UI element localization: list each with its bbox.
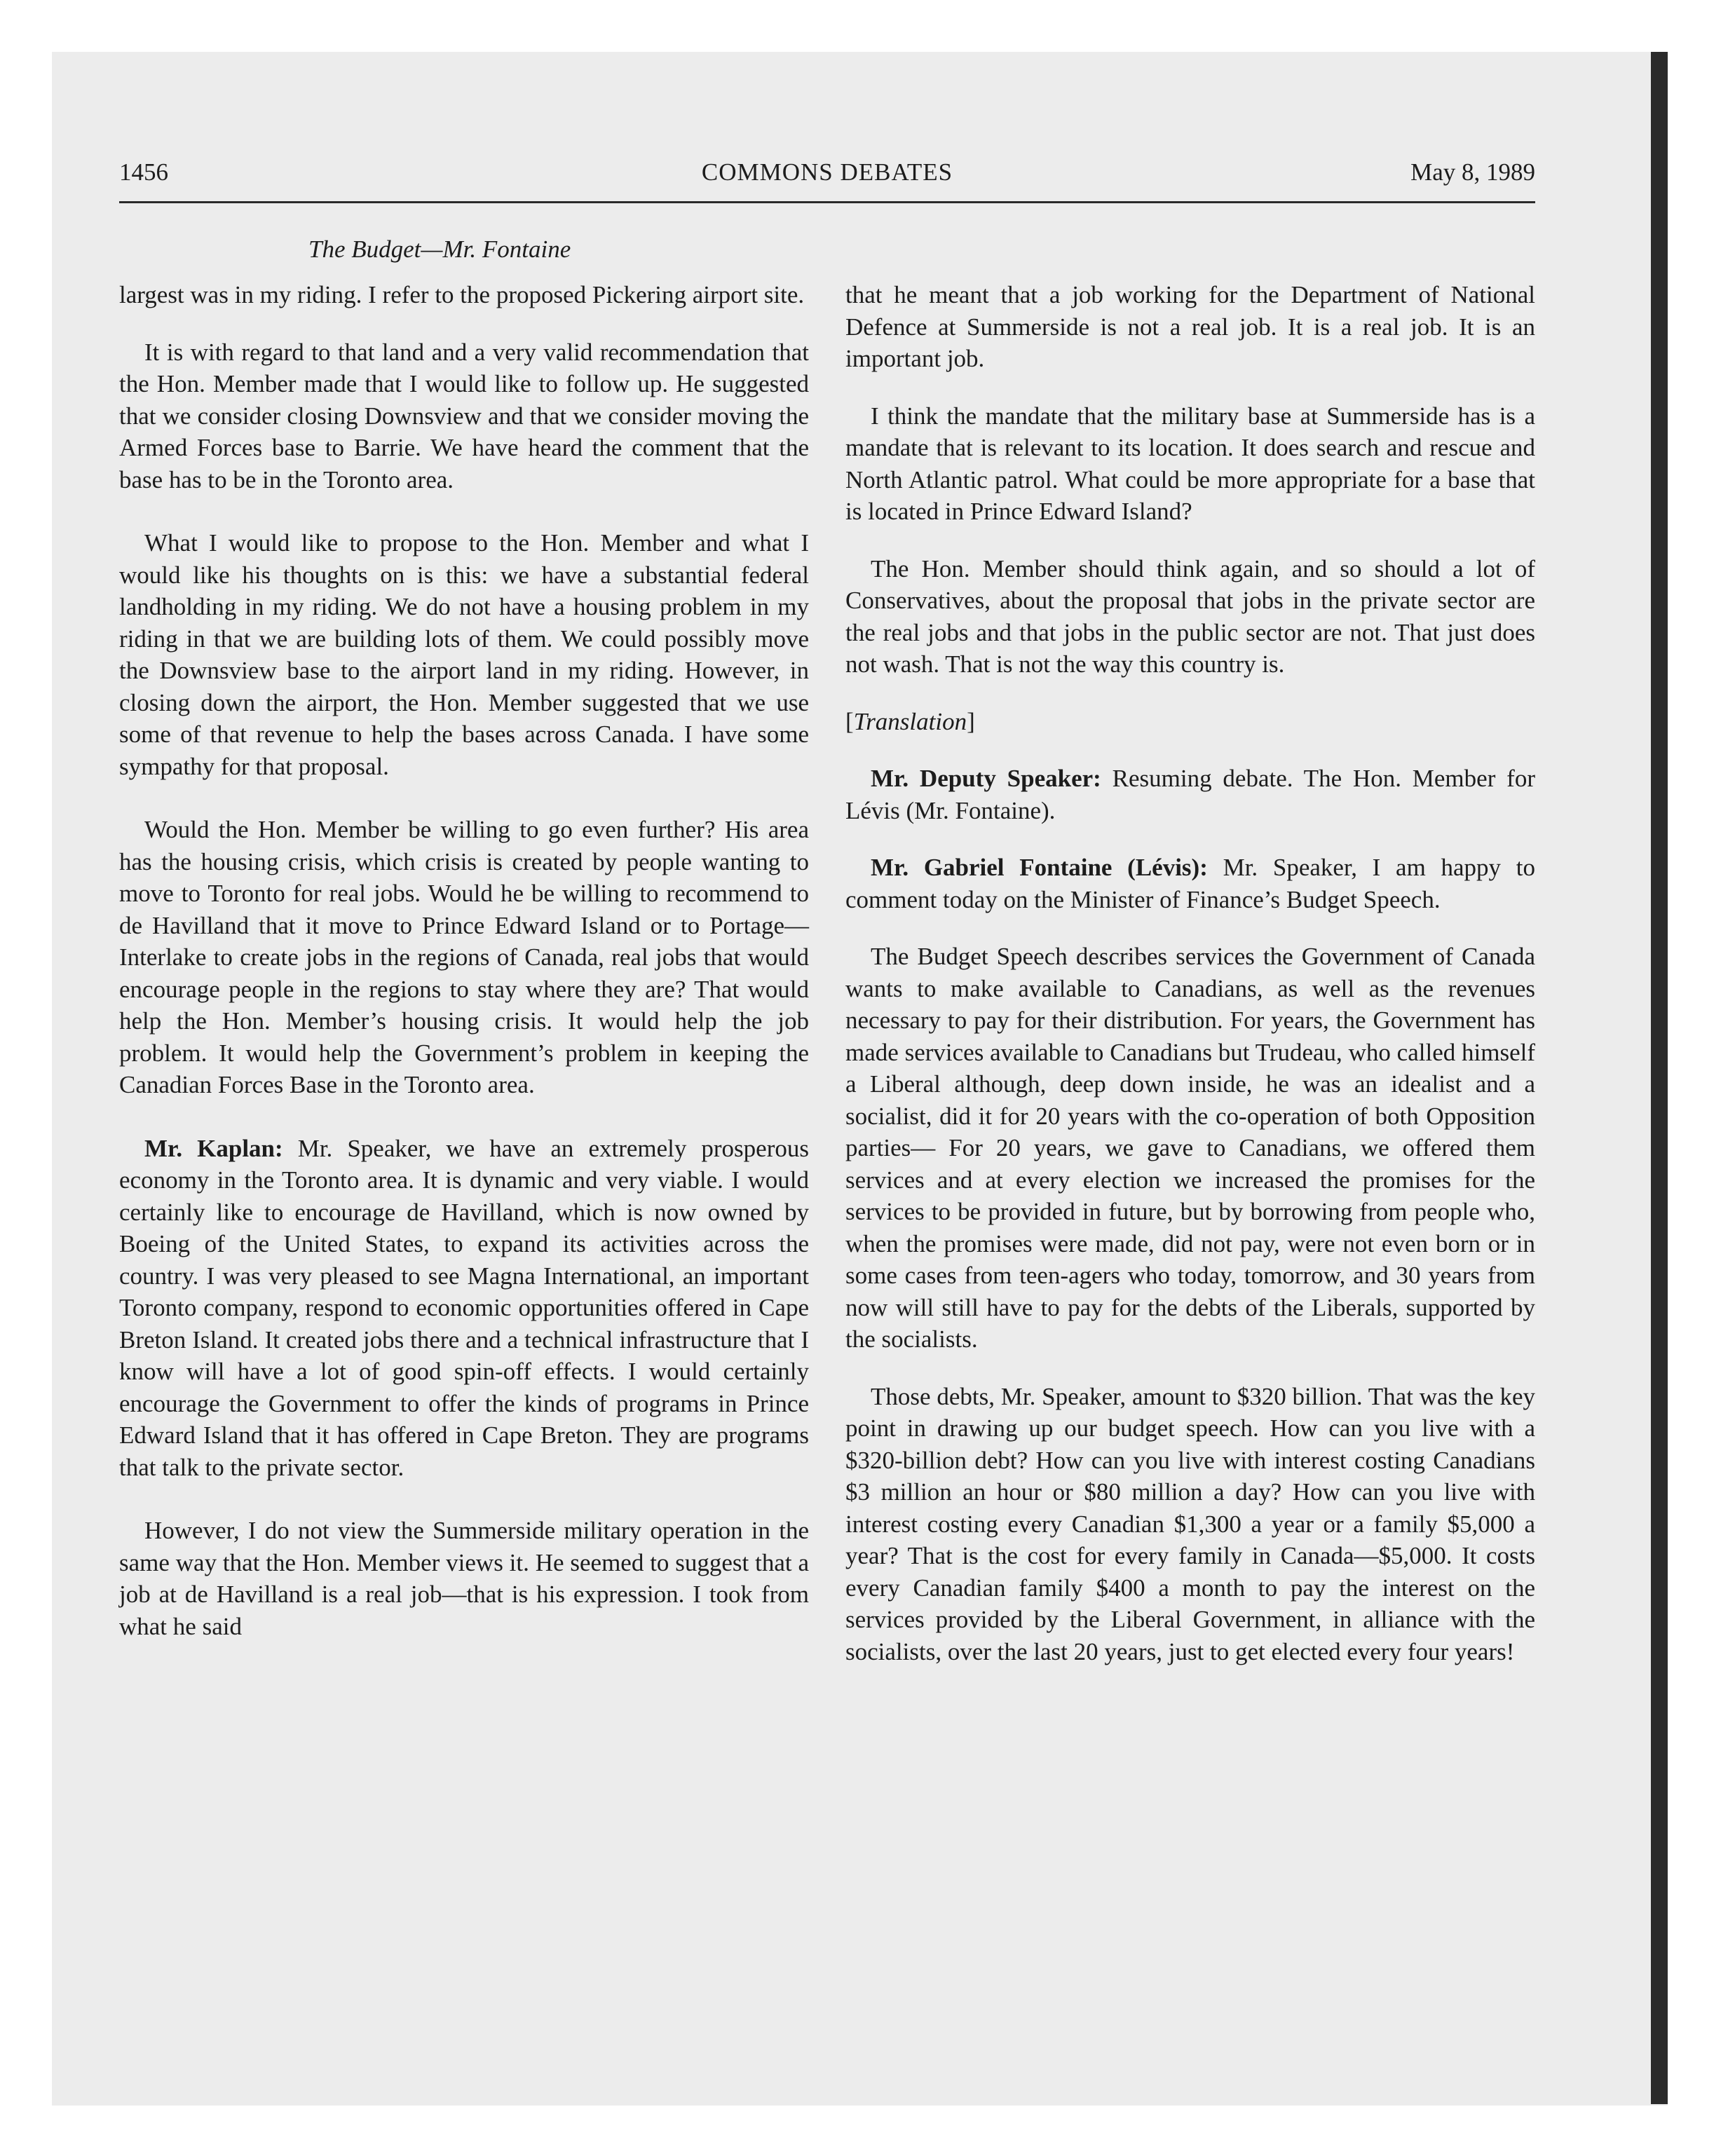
translation-label: Translation [853, 707, 967, 735]
page-number: 1456 [119, 158, 168, 186]
paragraph: that he meant that a job working for the Department of National Defence at Summerside is not a real job. It is a real job. It is an important job. [845, 281, 1535, 372]
page [119, 158, 1535, 1665]
speaker-name: Mr. Deputy Speaker: [871, 765, 1101, 792]
paragraph: However, I do not view the Summerside military operation in the same way that the Hon. Member views it. He seemed to suggest that a job at de Havilland is a real job—that is his expression. I took from what he said [119, 1517, 809, 1640]
paragraph: What I would like to propose to the Hon. Member and what I would like his thoughts on is this: we have a substantial federal landholding in my riding. We do not have a housing problem in my riding in that we are building lots of them. We could possibly move the Downsview base to the airport land in my riding. However, in closing down the airport, the Hon. Member suggested that we use some of that revenue to help the bases across Canada. I have some sympathy for that proposal. [119, 529, 809, 780]
right-column [845, 279, 1535, 1699]
scan-edge-shadow [1651, 52, 1668, 2104]
paragraph: Those debts, Mr. Speaker, amount to $320 billion. That was the key point in drawing up our budget speech. How can you live with a $320-billion debt? How can you live with interest costing Canadians $3 million an hour or $80 million a day? How can you live with interest costing every Canadian $1,300 a year or a family $5,000 a year? That is the cost for every family in Canada—$5,000. It costs every Canadian family $400 a month to pay the interest on the services provided by the Liberal Government, in alliance with the socialists, over the last 20 years, just to get elected every four years! [845, 1382, 1535, 1665]
speech-text: Mr. Speaker, I am happy to comment today on the Minister of Finance’s Budget Speech. [845, 854, 1535, 913]
page-header [119, 158, 1535, 195]
header-rule [119, 201, 1535, 203]
paragraph: The Budget Speech describes services the Government of Canada wants to make available to Canadians, as well as the revenues necessary to pay for their distribution. For years, the Government has made services available to Canadians but Trudeau, who called himself a Liberal although, deep down inside, he was an idealist and a socialist, did it for 20 years with the co-operation of both Opposition parties— For 20 years, we gave to Canadians, we offered them services and at every election we increased the promises for the services to be provided in future, but by borrowing from people who, when the promises were made, did not pay, were not even born or in some cases from teen-agers who today, tomorrow, and 30 years from now will still have to pay for the debts of the Liberals, supported by the socialists. [845, 943, 1535, 1353]
speaker-name: Mr. Gabriel Fontaine (Lévis): [871, 854, 1208, 881]
paragraph: Would the Hon. Member be willing to go even further? His area has the housing crisis, which crisis is created by people wanting to move to Toronto for real jobs. Would he be willing to recommend to de Havilland that it move to Prince Edward Island or to Portage—Interlake to create jobs in the regions of Canada, real jobs that would encourage people in the regions to stay where they are? That would help the Hon. Member’s housing crisis. It would help the job problem. It would help the Government’s problem in keeping the Canadian Forces Base in the Toronto area. [119, 816, 809, 1098]
paragraph: The Hon. Member should think again, and so should a lot of Conservatives, about the proposal that jobs in the private sector are the real jobs and that jobs in the public sector are not. That just does not wash. That is not the way this country is. [845, 554, 1535, 678]
speech-text: Resuming debate. The Hon. Member for Lévis (Mr. Fontaine). [845, 765, 1535, 824]
speech-text: Mr. Speaker, we have an extremely prosperous economy in the Toronto area. It is dynamic and very viable. I would certainly like to encourage de Havilland, which is now owned by Boeing of the United States, to expand its activities across the country. I was very pleased to see Magna International, an important Toronto company, respond to economic opportunities offered in Cape Breton Island. It created jobs there and a technical infrastructure that I know will have a lot of good spin-off effects. I would certainly encourage the Government to offer the kinds of programs in Prince Edward Island that it has offered in Cape Breton. They are programs that talk to the private sector. [119, 1134, 809, 1481]
subject-line: The Budget—Mr. Fontaine [308, 236, 571, 263]
translation-marker: [Translation] [845, 707, 975, 735]
speech-paragraph [845, 763, 1535, 826]
speech-paragraph [845, 852, 1535, 915]
speaker-name: Mr. Kaplan: [144, 1134, 283, 1162]
paragraph: It is with regard to that land and a very valid recommendation that the Hon. Member made that I would like to follow up. He suggested that we consider closing Downsview and that we consider moving the Armed Forces base to Barrie. We have heard the comment that the base has to be in the Toronto area. [119, 338, 809, 493]
speech-paragraph [119, 1133, 809, 1484]
running-title: COMMONS DEBATES [701, 158, 953, 186]
header-date: May 8, 1989 [1410, 158, 1535, 186]
paragraph: I think the mandate that the military base at Summerside has is a mandate that is relevant to its location. It does search and rescue and North Atlantic patrol. What could be more appropriate for a base that is located in Prince Edward Island? [845, 402, 1535, 525]
paragraph: largest was in my riding. I refer to the proposed Pickering airport site. [119, 281, 805, 308]
left-column [119, 279, 809, 1674]
